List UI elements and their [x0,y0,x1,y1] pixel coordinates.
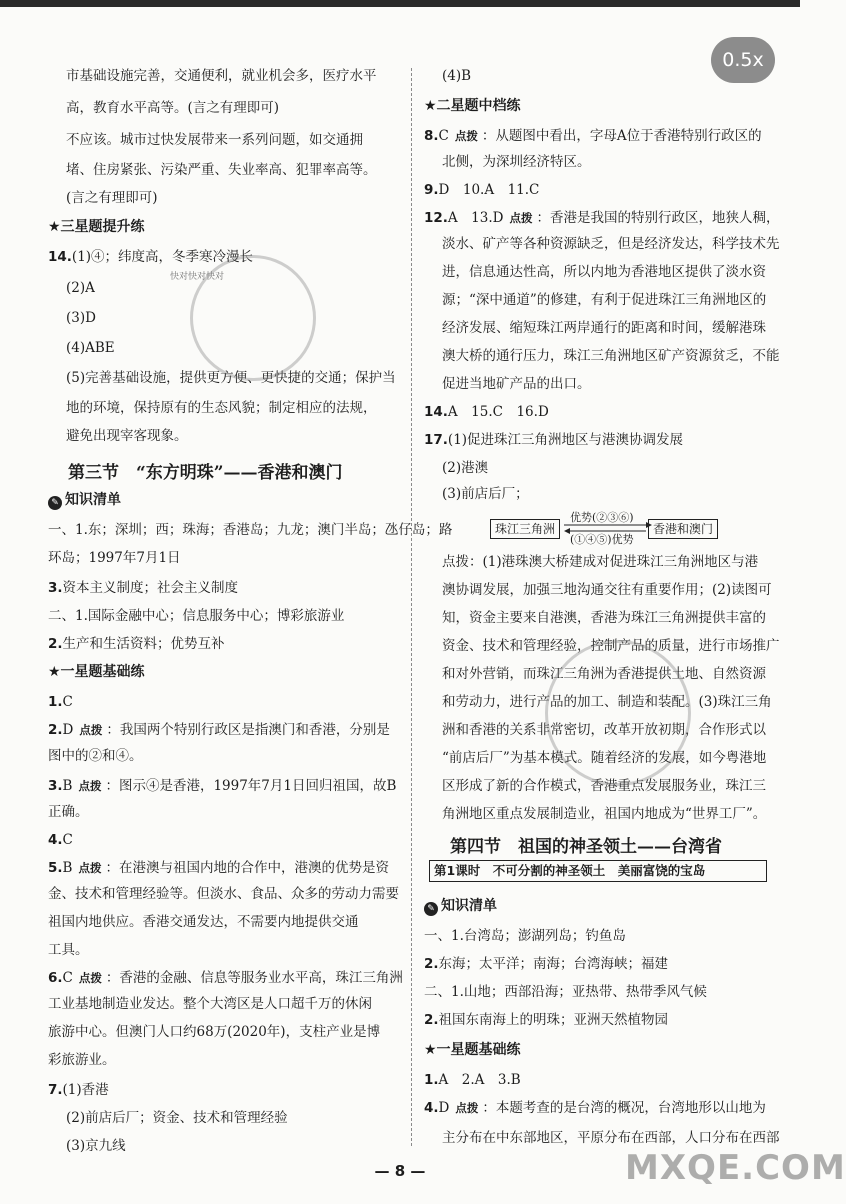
text-line: 旅游中心。但澳门人口约68万(2020年)，支柱产业是博 [48,1024,381,1040]
text-line: 区形成了新的合作模式，香港重点发展服务业，珠江三 [442,778,766,794]
text-line: 二、1.山地；西部沿海；亚热带、热带季风气候 [424,984,707,1000]
text-line: 北侧，为深圳经济特区。 [442,154,591,170]
text-line: 一、1.东；深圳；西；珠海；香港岛；九龙；澳门半岛；氹仔岛；路 [48,522,453,538]
text-line: 角洲地区重点发展制造业，祖国内地成为“世界工厂”。 [442,806,767,822]
text-line: (3)京九线 [66,1138,126,1154]
tip-label: 点拨 [78,971,102,985]
diagram-top-label: 优势(②③⑥) [570,511,634,524]
text-line: 彩旅游业。 [48,1052,116,1068]
text-line: (3)D [66,310,96,326]
section-heading: ★三星题提升练 [48,219,145,235]
text-line: 市基础设施完善，交通便利，就业机会多，医疗水平 [66,68,377,84]
text-line: (3)前店后厂； [442,486,529,502]
text-line: (言之有理即可) [66,190,158,206]
answer-line: 9.D 10.A 11.C [424,182,540,198]
tip-label: 点拨 [455,1101,479,1115]
flow-diagram [480,511,740,545]
answer-line: 4.D 点拨 ：本题考查的是台湾的概况，台湾地形以山地为 [424,1100,766,1116]
answer-line: 14.A 15.C 16.D [424,404,549,420]
tip-label: 点拨 [78,861,102,875]
answer-line: 8.C 点拨 ：从题图中看出，字母A位于香港特别行政区的 [424,128,762,144]
text-line: 洲和香港的关系非常密切，改革开放初期，合作形式以 [442,722,766,738]
text-line: (4)ABE [66,340,115,356]
answer-line: 4.C [48,832,73,848]
diagram-arrows [480,511,740,545]
knowledge-heading: ✎ 知识清单 [424,896,497,916]
answer-line: 3.资本主义制度；社会主义制度 [48,580,239,596]
section-heading: ★一星题基础练 [424,1042,521,1058]
knowledge-heading: ✎ 知识清单 [48,490,121,510]
text-line: 不应该。城市过快发展带来一系列问题，如交通拥 [66,132,363,148]
text-line: 地的环境，保持原有的生态风貌；制定相应的法规， [66,400,377,416]
text-line: 一、1.台湾岛；澎湖列岛；钓鱼岛 [424,928,626,944]
text-line: (5)完善基础设施，提供更方便、更快捷的交通；保护当 [66,370,396,386]
text-line: 源；“深中通道”的修建，有利于促进珠江三角洲地区的 [442,292,767,308]
text-line: 知，资金主要来自港澳，香港为珠江三角洲提供丰富的 [442,610,766,626]
book-icon: ✎ [48,496,62,510]
text-line: (2)前店后厂；资金、技术和管理经验 [66,1110,288,1126]
section-title: 第三节 “东方明珠”——香港和澳门 [68,463,343,483]
answer-line: 12.A 13.D 点拨 ：香港是我国的特别行政区，地狭人稠， [424,210,780,226]
text-line: 工具。 [48,942,89,958]
answer-text: (1)④；纬度高，冬季寒冷漫长 [71,249,254,265]
text-line: 环岛；1997年7月1日 [48,550,181,566]
text-line: 图中的②和④。 [48,748,143,764]
answer-line: 6.C 点拨 ：香港的金融、信息等服务业水平高，珠江三角洲 [48,970,403,986]
answer-line: 7.(1)香港 [48,1082,109,1098]
answer-line: 2.祖国东南海上的明珠；亚洲天然植物园 [424,1012,669,1028]
text-line: 避免出现宰客现象。 [66,428,188,444]
text-line: 高，教育水平高等。(言之有理即可) [66,100,280,116]
watermark-logo: MXQE.COM [625,1148,846,1188]
diagram-bottom-label: (①④⑤)优势 [570,533,634,546]
text-line: (2)港澳 [442,460,489,476]
text-line: 祖国内地供应。香港交通发达，不需要内地提供交通 [48,914,359,930]
text-line: 资金、技术和管理经验，控制产品的质量，进行市场推广 [442,638,780,654]
answer-line: 2.生产和生活资料；优势互补 [48,636,225,652]
answer-line: 17.(1)促进珠江三角洲地区与港澳协调发展 [424,432,684,448]
text-line: 促进当地矿产品的出口。 [442,376,591,392]
book-icon: ✎ [424,902,438,916]
playback-speed-button[interactable]: 0.5x [711,37,775,83]
column-divider [411,68,412,1146]
text-line: 正确。 [48,804,89,820]
answer-line: 3.B 点拨 ：图示④是香港，1997年7月1日回归祖国，故B [48,778,397,794]
section-heading: ★二星题中档练 [424,98,521,114]
text-line: 澳协调发展，加强三地沟通交往有重要作用；(2)读图可 [442,582,772,598]
page-number: — 8 — [374,1162,426,1180]
tip-label: 点拨 [78,779,102,793]
diagram-box-hk-macau: 香港和澳门 [648,519,718,539]
text-line: 金、技术和管理经验等。但淡水、食品、众多的劳动力需要 [48,886,399,902]
answer-line: 1.A 2.A 3.B [424,1072,521,1088]
stamp-text: 快对快对快对 [170,272,225,282]
explanation-line: 点拨：(1)港珠澳大桥建成对促进珠江三角洲地区与港 [442,554,759,570]
lesson-banner: 第1课时 不可分割的神圣领土 美丽富饶的宝岛 [429,860,767,882]
top-edge-bar [0,0,800,7]
text-line: 工业基地制造业发达。整个大湾区是人口超千万的休闲 [48,996,372,1012]
text-line: 堵、住房紧张、污染严重、失业率高、犯罪率高等。 [66,162,377,178]
section-heading: ★一星题基础练 [48,664,145,680]
answer-line: 5.B 点拨 ：在港澳与祖国内地的合作中，港澳的优势是资 [48,860,389,876]
answer-line: 1.C [48,694,73,710]
text-line: 和对外营销，而珠江三角洲为香港提供土地、自然资源 [442,666,766,682]
stamp-mark [545,640,691,786]
tip-label: 点拨 [509,211,533,225]
question-number: 14. [48,249,72,265]
text-line: 淡水、矿产等各种资源缺乏，但是经济发达，科学技术先 [442,236,780,252]
section-title: 第四节 祖国的神圣领土——台湾省 [450,837,722,857]
tip-label: 点拨 [454,129,478,143]
text-line: 和劳动力，进行产品的加工、制造和装配。(3)珠江三角 [442,694,772,710]
text-line: (4)B [442,68,472,84]
text-line: 二、1.国际金融中心；信息服务中心；博彩旅游业 [48,608,345,624]
text-line: (2)A [66,280,95,296]
diagram-box-pearl-river-delta: 珠江三角洲 [490,519,560,539]
tip-label: 点拨 [79,723,103,737]
answer-line: 2.D 点拨 ：我国两个特别行政区是指澳门和香港，分别是 [48,722,390,738]
text-line: 经济发展、缩短珠江两岸通行的距离和时间，缓解港珠 [442,320,766,336]
text-line: 主分布在中东部地区，平原分布在西部，人口分布在西部 [442,1130,780,1146]
text-line: “前店后厂”为基本模式。随着经济的发展，如今粤港地 [442,750,767,766]
answer-line: 2.东海；太平洋；南海；台湾海峡；福建 [424,956,669,972]
text-line: 进，信息通达性高，所以内地为香港地区提供了淡水资 [442,264,766,280]
text-line: 澳大桥的通行压力，珠江三角洲地区矿产资源贫乏，不能 [442,348,780,364]
